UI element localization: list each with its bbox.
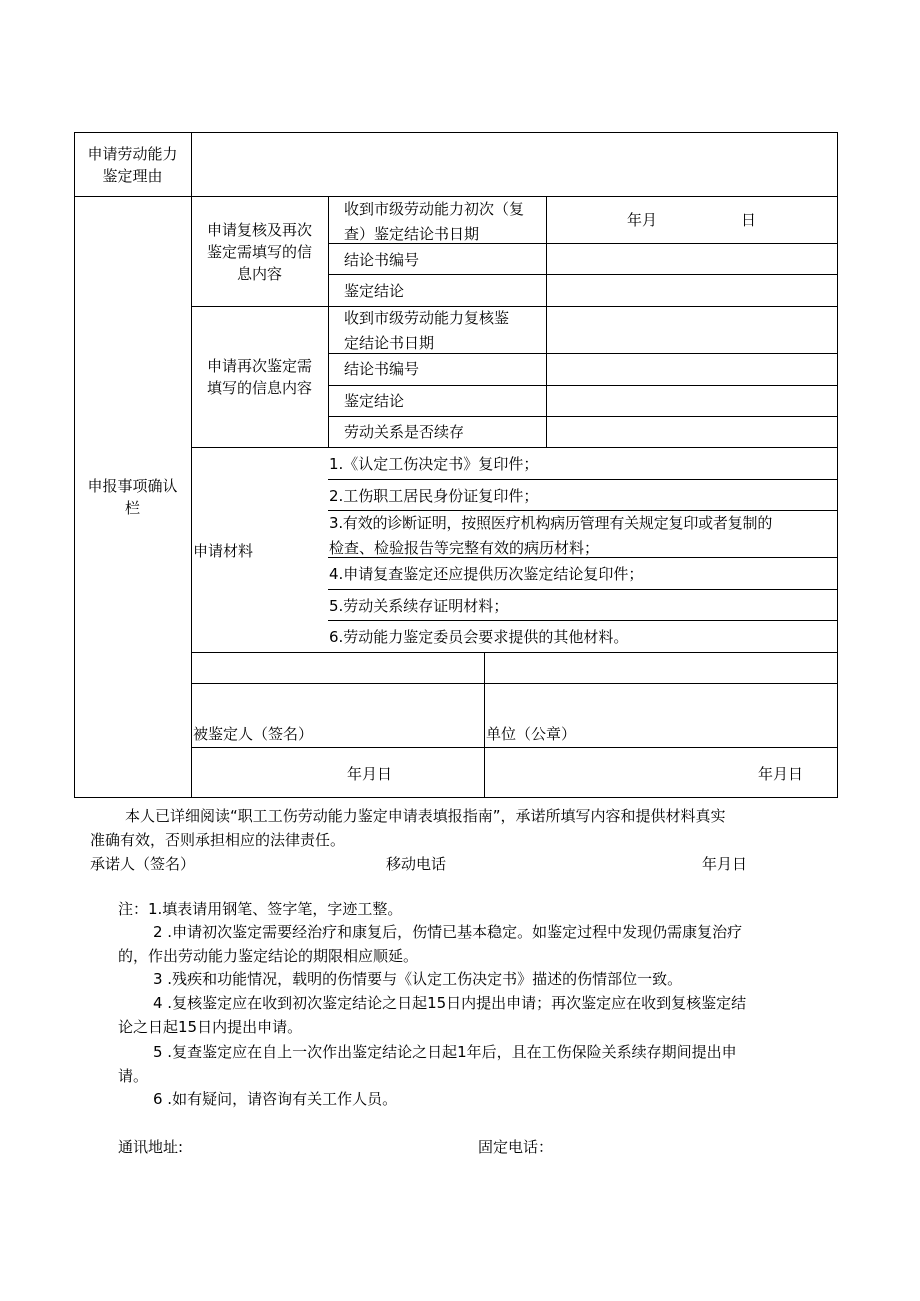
reapply-section-label: 申请再次鉴定需 填写的信息内容 (206, 357, 312, 397)
unit-seal-field[interactable] (485, 684, 837, 747)
note-item: 4 .复核鉴定应在收到初次鉴定结论之日起15日内提出申请；再次鉴定应在收到复核鉴定结 论之日起15日内提出申请。 (118, 994, 747, 1036)
material-item: 5.劳动关系续存证明材料； (329, 597, 509, 615)
review-cert-number-field[interactable] (547, 244, 837, 274)
note-item: 2 .申请初次鉴定需要经治疗和康复后，伤情已基本稳定。如鉴定过程中发现仍需康复治疗 的，作出劳动能力鉴定结论的期限相应顺延。 (118, 923, 743, 965)
landline-label: 固定电话： (478, 1138, 554, 1156)
labor-relation-label: 劳动关系是否续存 (344, 423, 465, 441)
unit-seal-date: 年月日 (758, 765, 804, 783)
reapply-cert-number-field[interactable] (547, 354, 837, 385)
material-item: 2.工伤职工居民身份证复印件； (329, 487, 539, 505)
review-conclusion-field[interactable] (547, 275, 837, 306)
review-section-label: 申请复核及再次 鉴定需填写的信 息内容 (206, 220, 312, 283)
reapply-cert-number-label: 结论书编号 (344, 360, 420, 378)
pledge-date: 年月日 (702, 855, 748, 873)
review-date-year-month: 年月 (627, 211, 658, 229)
material-item: 3.有效的诊断证明，按照医疗机构病历管理有关规定复印或者复制的 检查、检验报告等完整有效的病历材料； (329, 514, 773, 557)
person-signature-date: 年月日 (347, 765, 393, 783)
person-signature-label: 被鉴定人（签名） (193, 725, 314, 743)
note-item: 3 .残疾和功能情况，载明的伤情要与《认定工伤决定书》描述的伤情部位一致。 (153, 970, 683, 988)
address-label: 通讯地址: (118, 1138, 184, 1156)
note-item: 5 .复查鉴定应在自上一次作出鉴定结论之日起1年后，且在工伤保险关系续存期间提出申 请。 (118, 1043, 737, 1085)
pledge-signer-label: 承诺人（签名） (90, 855, 196, 873)
materials-label: 申请材料 (193, 542, 254, 560)
reason-value-field[interactable] (192, 133, 837, 196)
reapply-date-label: 收到市级劳动能力复核鉴 定结论书日期 (344, 309, 510, 352)
confirm-label: 申报事项确认 栏 (87, 477, 178, 517)
reapply-conclusion-label: 鉴定结论 (344, 392, 405, 410)
person-signature-field[interactable] (192, 684, 484, 747)
review-conclusion-label: 鉴定结论 (344, 282, 405, 300)
review-cert-number-label: 结论书编号 (344, 251, 420, 269)
labor-relation-field[interactable] (547, 417, 837, 447)
reapply-conclusion-field[interactable] (547, 386, 837, 416)
material-item: 6.劳动能力鉴定委员会要求提供的其他材料。 (329, 628, 629, 646)
note-item: 6 .如有疑问，请咨询有关工作人员。 (153, 1090, 398, 1108)
pledge-phone-label: 移动电话 (386, 855, 447, 873)
reason-label: 申请劳动能力 鉴定理由 (87, 144, 178, 185)
material-item: 4.申请复查鉴定还应提供历次鉴定结论复印件； (329, 565, 644, 583)
unit-seal-label: 单位（公章） (486, 725, 577, 743)
blank-row[interactable] (192, 653, 837, 683)
reapply-date-field[interactable] (547, 307, 837, 353)
review-date-day: 日 (741, 211, 757, 229)
material-item: 1.《认定工伤决定书》复印件； (329, 455, 539, 473)
review-date-label: 收到市级劳动能力初次（复 查）鉴定结论书日期 (344, 200, 525, 243)
note-item: 注：1.填表请用钢笔、签字笔，字迹工整。 (118, 900, 403, 918)
pledge-text: 本人已详细阅读“职工工伤劳动能力鉴定申请表填报指南”，承诺所填写内容和提供材料真实 准确有效，否则承担相应的法律责任。 (90, 807, 726, 849)
